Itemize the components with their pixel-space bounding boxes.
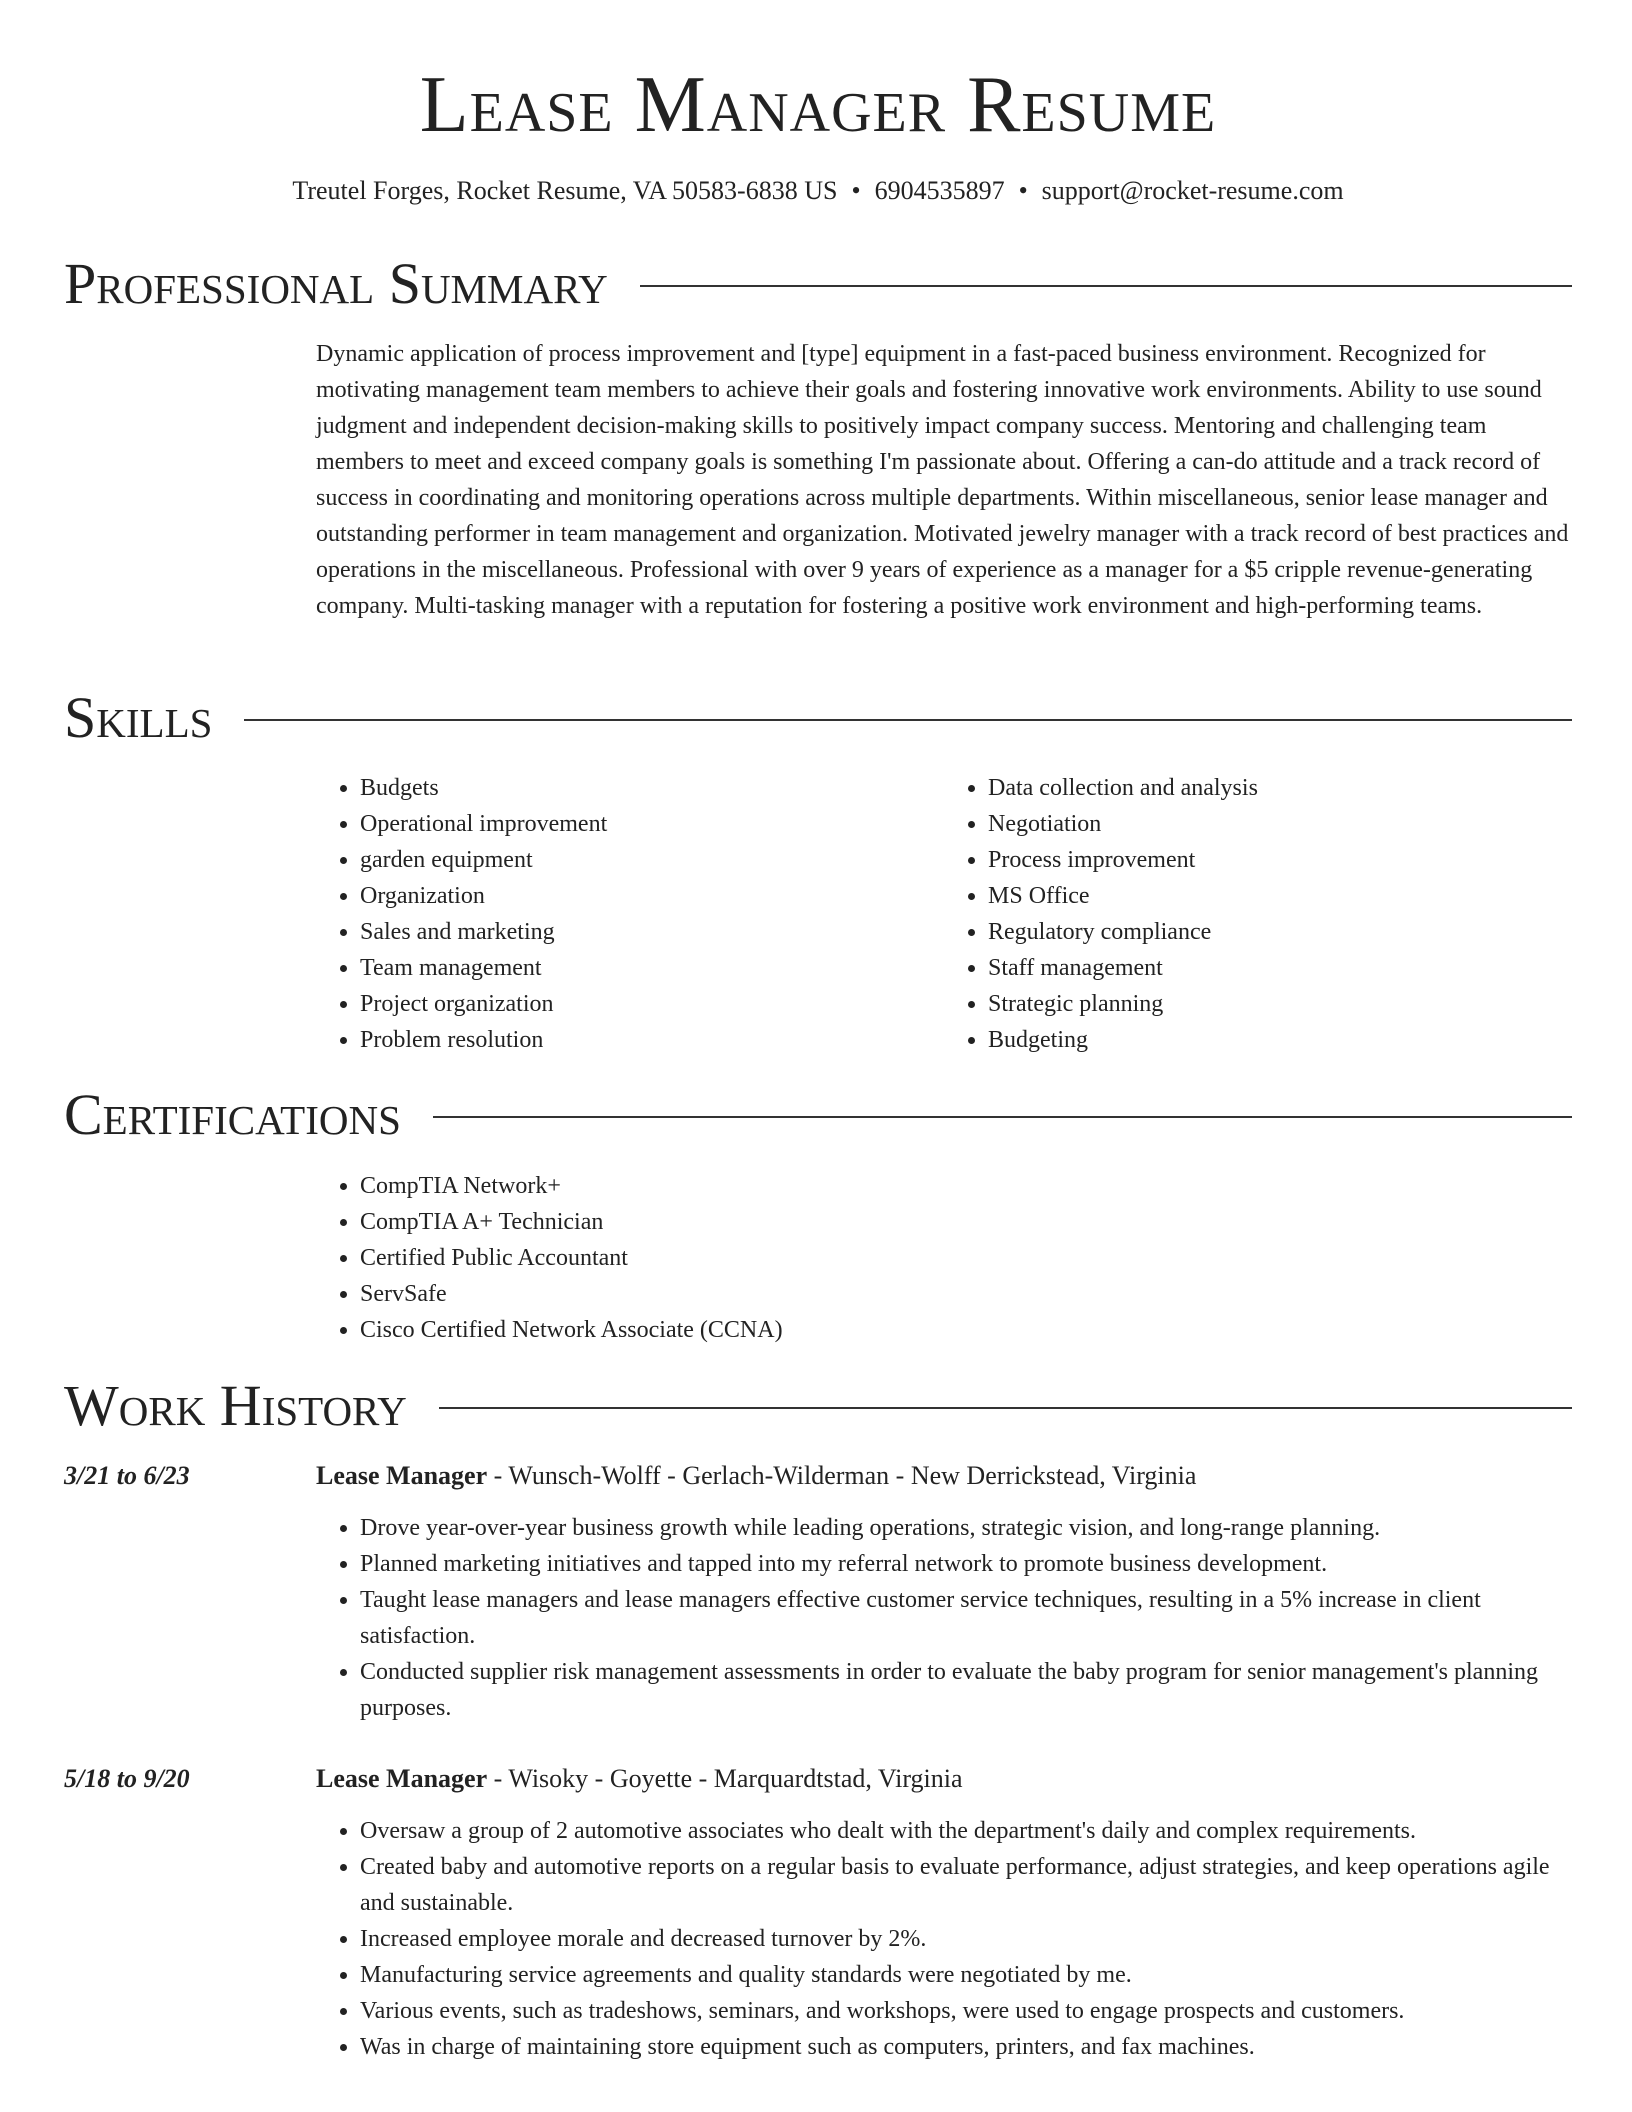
skill-item: • Problem resolution bbox=[360, 1022, 944, 1058]
section-divider bbox=[640, 285, 1572, 287]
job-header bbox=[316, 1458, 1572, 1494]
skill-item: • Operational improvement bbox=[360, 806, 944, 842]
job-entry bbox=[316, 1761, 1572, 2065]
job-bullet: • Conducted supplier risk management assessments in order to evaluate the baby program for senior management's planning purposes. bbox=[360, 1654, 1572, 1726]
work-heading: Work History bbox=[64, 1373, 407, 1438]
certification-item: • Certified Public Accountant bbox=[360, 1240, 1572, 1276]
job-bullet: • Increased employee morale and decreased turnover by 2%. bbox=[360, 1921, 1572, 1957]
summary-content bbox=[316, 336, 1572, 624]
skills-list bbox=[316, 770, 1572, 1058]
job-bullet: • Various events, such as tradeshows, seminars, and workshops, were used to engage prospects and customers. bbox=[360, 1993, 1572, 2029]
job-title: Lease Manager bbox=[316, 1764, 488, 1793]
job-bullet: • Oversaw a group of 2 automotive associates who dealt with the department's daily and complex requirements. bbox=[360, 1813, 1572, 1849]
skill-item: • Sales and marketing bbox=[360, 914, 944, 950]
job-bullet: • Planned marketing initiatives and tapped into my referral network to promote business development. bbox=[360, 1546, 1572, 1582]
skill-item: • Team management bbox=[360, 950, 944, 986]
skill-item: • Regulatory compliance bbox=[988, 914, 1572, 950]
certification-item: • ServSafe bbox=[360, 1276, 1572, 1312]
certifications-heading: Certifications bbox=[64, 1082, 401, 1147]
contact-phone: 6904535897 bbox=[874, 176, 1005, 205]
job-bullet: • Created baby and automotive reports on a regular basis to evaluate performance, adjust strategies, and keep operations agile and sustainable. bbox=[360, 1849, 1572, 1921]
job-bullet: • Was in charge of maintaining store equipment such as computers, printers, and fax machines. bbox=[360, 2029, 1572, 2065]
contact-line bbox=[64, 174, 1572, 208]
job-dates: 5/18 to 9/20 bbox=[64, 1764, 190, 1793]
skill-item: • Budgets bbox=[360, 770, 944, 806]
certification-item: • CompTIA A+ Technician bbox=[360, 1204, 1572, 1240]
resume-title: Lease Manager Resume bbox=[419, 61, 1217, 149]
job-bullet: • Manufacturing service agreements and quality standards were negotiated by me. bbox=[360, 1957, 1572, 1993]
certifications-content bbox=[316, 1168, 1572, 1348]
skills-heading: Skills bbox=[64, 685, 213, 750]
skill-item: • Strategic planning bbox=[988, 986, 1572, 1022]
skill-item: • Negotiation bbox=[988, 806, 1572, 842]
certifications-section-header bbox=[64, 1083, 1572, 1147]
contact-separator: • bbox=[1018, 176, 1028, 205]
job-bullets bbox=[316, 1510, 1572, 1726]
job-bullet: • Drove year-over-year business growth while leading operations, strategic vision, and long-range planning. bbox=[360, 1510, 1572, 1546]
certification-item: • CompTIA Network+ bbox=[360, 1168, 1572, 1204]
skill-item: • Project organization bbox=[360, 986, 944, 1022]
skills-column-right bbox=[944, 770, 1572, 1058]
section-divider bbox=[433, 1116, 1572, 1118]
skills-section-header bbox=[64, 686, 1572, 750]
skills-column-left bbox=[316, 770, 944, 1058]
contact-email: support@rocket-resume.com bbox=[1041, 176, 1344, 205]
summary-section-header bbox=[64, 252, 1572, 316]
skill-item: • Data collection and analysis bbox=[988, 770, 1572, 806]
skill-item: • Process improvement bbox=[988, 842, 1572, 878]
skill-item: • Budgeting bbox=[988, 1022, 1572, 1058]
job-dates: 3/21 to 6/23 bbox=[64, 1461, 190, 1490]
contact-address: Treutel Forges, Rocket Resume, VA 50583-6838 US bbox=[292, 176, 838, 205]
contact-separator: • bbox=[851, 176, 861, 205]
work-section-header bbox=[64, 1374, 1572, 1438]
section-divider bbox=[439, 1407, 1572, 1409]
skill-item: • garden equipment bbox=[360, 842, 944, 878]
summary-text: Dynamic application of process improvement and [type] equipment in a fast-paced business environment. Recognized for motivating management team members to achieve their goals and fostering innovative work environments. Ability to use sound judgment and independent decision-making skills to positively impact company success. Mentoring and challenging team members to meet and exceed company goals is something I'm passionate about. Offering a can-do attitude and a track record of success in coordinating and monitoring operations across multiple departments. Within miscellaneous, senior lease manager and outstanding performer in team management and organization. Motivated jewelry manager with a track record of best practices and operations in the miscellaneous. Professional with over 9 years of experience as a manager for a $5 cripple revenue-generating company. Multi-tasking manager with a reputation for fostering a positive work environment and high-performing teams. bbox=[316, 341, 1569, 619]
section-divider bbox=[244, 719, 1572, 721]
certifications-list bbox=[316, 1168, 1572, 1348]
job-details: - Wunsch-Wolff - Gerlach-Wilderman - New Derrickstead, Virginia bbox=[487, 1461, 1197, 1490]
job-details: - Wisoky - Goyette - Marquardtstad, Virginia bbox=[487, 1764, 963, 1793]
job-header bbox=[316, 1761, 1572, 1797]
job-bullets bbox=[316, 1813, 1572, 2065]
certification-item: • Cisco Certified Network Associate (CCNA) bbox=[360, 1312, 1572, 1348]
job-bullet: • Taught lease managers and lease managers effective customer service techniques, resulting in a 5% increase in client satisfaction. bbox=[360, 1582, 1572, 1654]
job-entry bbox=[316, 1458, 1572, 1726]
skill-item: • MS Office bbox=[988, 878, 1572, 914]
skill-item: • Organization bbox=[360, 878, 944, 914]
job-title: Lease Manager bbox=[316, 1461, 488, 1490]
skill-item: • Staff management bbox=[988, 950, 1572, 986]
summary-heading: Professional Summary bbox=[64, 251, 608, 316]
